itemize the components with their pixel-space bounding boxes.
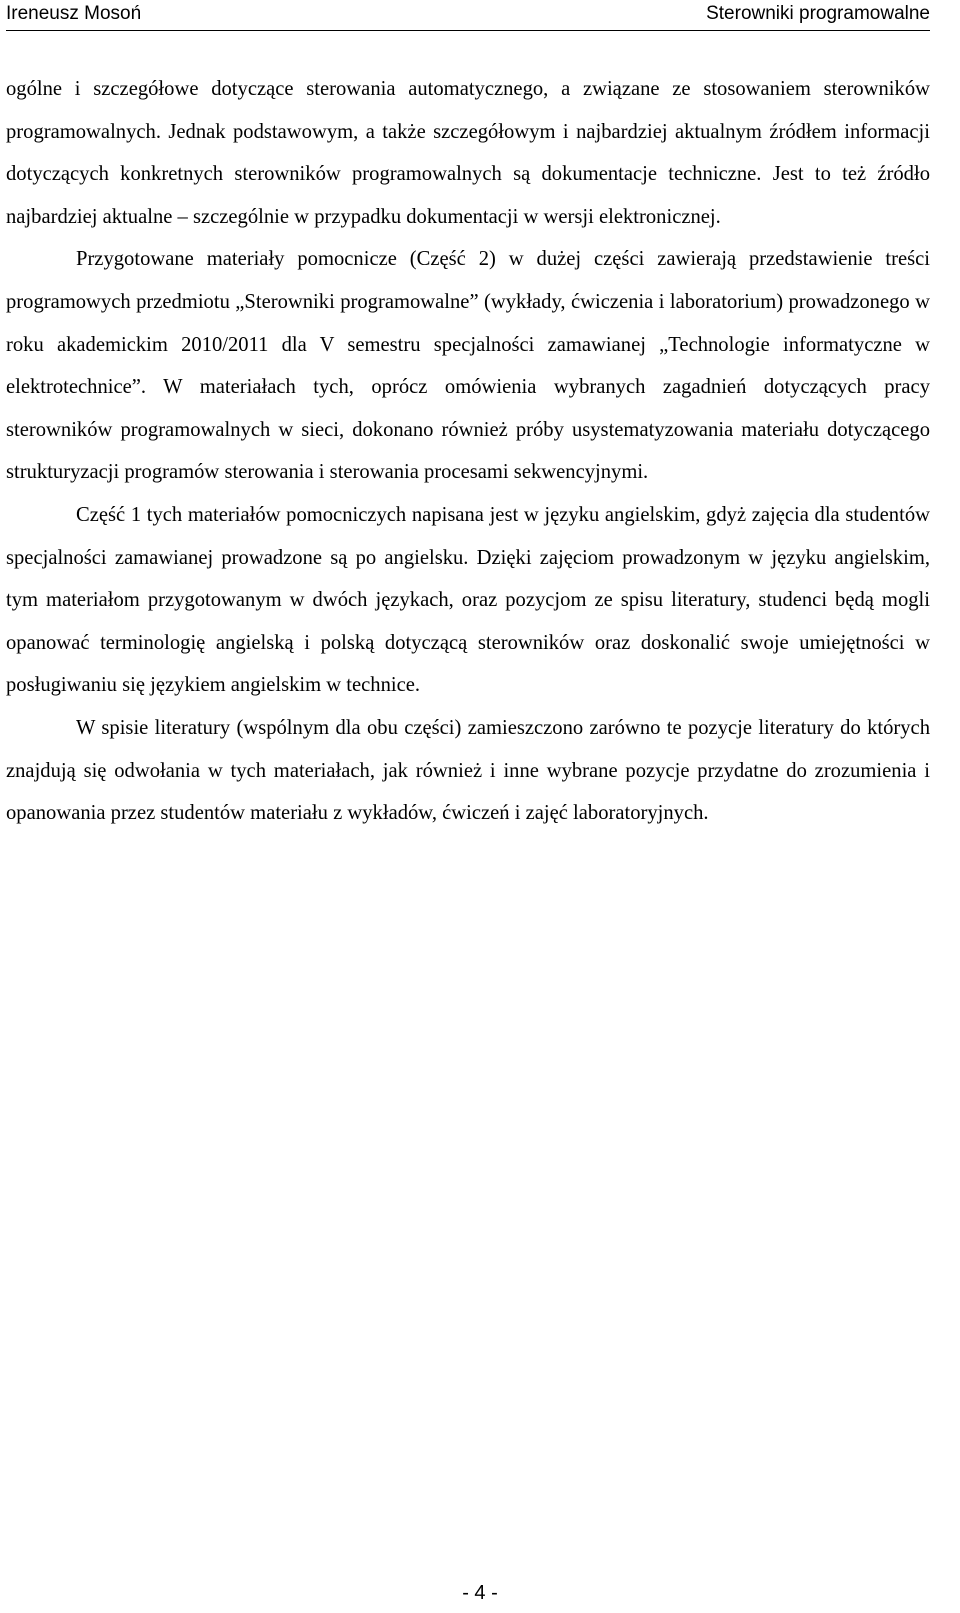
- document-body: [6, 68, 930, 835]
- paragraph-2: Przygotowane materiały pomocnicze (Część 2) w dużej części zawierają przedstawienie treści programowych przedmiotu „Sterowniki programowalne” (wykłady, ćwiczenia i laboratorium) prowadzonego w roku akademickim 2010/2011 dla V semestru specjalności zamawianej „Technologie informatyczne w elektrotechnice”. W materiałach tych, oprócz omówienia wybranych zagadnień dotyczących pracy sterowników programowalnych w sieci, dokonano również próby usystematyzowania materiału dotyczącego strukturyzacji programów sterowania i sterowania procesami sekwencyjnymi.: [6, 248, 930, 484]
- page-number: - 4 -: [462, 1582, 498, 1604]
- page-header: [6, 0, 930, 31]
- paragraph-3: Część 1 tych materiałów pomocniczych napisana jest w języku angielskim, gdyż zajęcia dla studentów specjalności zamawianej prowadzone są po angielsku. Dzięki zajęciom prowadzonym w języku angielskim, tym materiałom przygotowanym w dwóch językach, oraz pozycjom ze spisu literatury, studenci będą mogli opanować terminologię angielską i polską dotyczącą sterowników oraz doskonalić swoje umiejętności w posługiwaniu się językiem angielskim w technice.: [6, 503, 930, 697]
- paragraph-4: W spisie literatury (wspólnym dla obu części) zamieszczono zarówno te pozycje literatury do których znajdują się odwołania w tych materiałach, jak również i inne wybrane pozycje przydatne do zrozumienia i opanowania przez studentów materiału z wykładów, ćwiczeń i zajęć laboratoryjnych.: [6, 716, 930, 825]
- header-author: Ireneusz Mosoń: [6, 3, 142, 24]
- header-title: Sterowniki programowalne: [706, 3, 930, 24]
- paragraph-1: ogólne i szczegółowe dotyczące sterowania automatycznego, a związane ze stosowaniem sterowników programowalnych. Jednak podstawowym, a także szczegółowym i najbardziej aktualnym źródłem informacji dotyczących konkretnych sterowników programowalnych są dokumentacje techniczne. Jest to też źródło najbardziej aktualne – szczególnie w przypadku dokumentacji w wersji elektronicznej.: [6, 78, 930, 228]
